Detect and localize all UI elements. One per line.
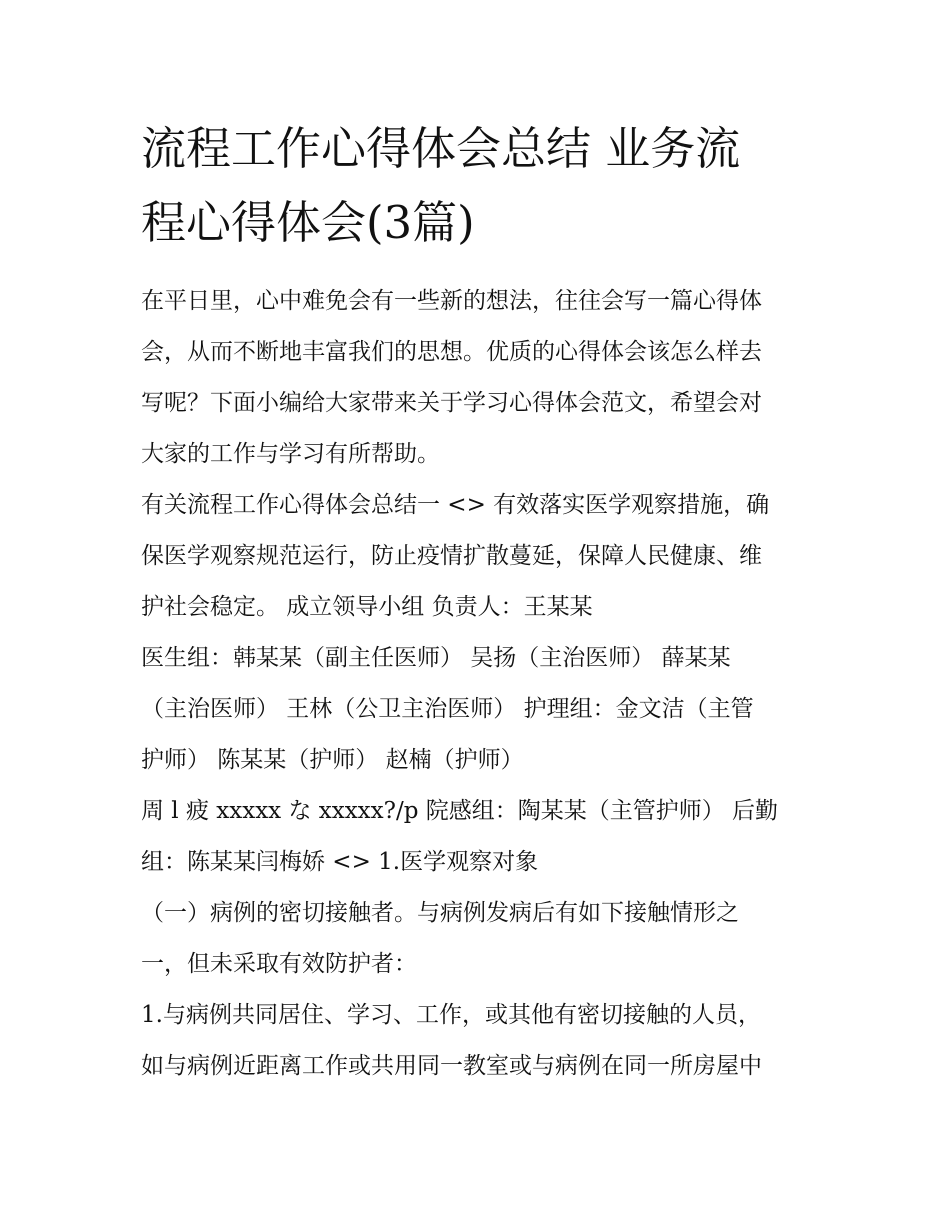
title-line: 程心得体会(3篇) — [141, 196, 475, 249]
text-line: 护师） 陈某某（护师） 赵楠（护师） — [141, 747, 524, 773]
paragraph-doctor-group — [141, 633, 813, 786]
document-page — [141, 112, 813, 1092]
document-title — [141, 112, 813, 260]
paragraph-intro — [141, 276, 813, 480]
paragraph-item-one — [141, 990, 813, 1092]
text-line: 组：陈某某闫梅娇 <> 1.医学观察对象 — [141, 849, 539, 875]
text-line: 会，从而不断地丰富我们的思想。优质的心得体会该怎么样去 — [141, 339, 762, 365]
text-line: 大家的工作与学习有所帮助。 — [141, 441, 440, 467]
text-line: 护社会稳定。 成立领导小组 负责人：王某某 — [141, 594, 593, 620]
paragraph-close-contacts — [141, 888, 813, 990]
text-line: （一）病例的密切接触者。与病例发病后有如下接触情形之 — [141, 900, 739, 926]
text-line: （主治医师） 王林（公卫主治医师） 护理组：金文洁（主管 — [141, 696, 754, 722]
text-line: 保医学观察规范运行，防止疫情扩散蔓延，保障人民健康、维 — [141, 543, 762, 569]
paragraph-infection-group — [141, 786, 813, 888]
document-body — [141, 276, 813, 1092]
text-line: 在平日里，心中难免会有一些新的想法，往往会写一篇心得体 — [141, 288, 762, 314]
text-line: 一，但未采取有效防护者： — [141, 951, 417, 977]
title-line: 流程工作心得体会总结 业务流 — [141, 122, 741, 175]
text-line: 周 l 疲 xxxxx な xxxxx?/p 院感组：陶某某（主管护师） 后勤 — [141, 798, 779, 824]
paragraph-section-one — [141, 480, 813, 633]
text-line: 医生组：韩某某（副主任医师） 吴扬（主治医师） 薛某某 — [141, 645, 731, 671]
text-line: 有关流程工作心得体会总结一 <> 有效落实医学观察措施，确 — [141, 492, 770, 518]
text-line: 如与病例近距离工作或共用同一教室或与病例在同一所房屋中 — [141, 1053, 762, 1079]
text-line: 写呢？下面小编给大家带来关于学习心得体会范文，希望会对 — [141, 390, 762, 416]
text-line: 1.与病例共同居住、学习、工作，或其他有密切接触的人员， — [141, 1002, 761, 1028]
